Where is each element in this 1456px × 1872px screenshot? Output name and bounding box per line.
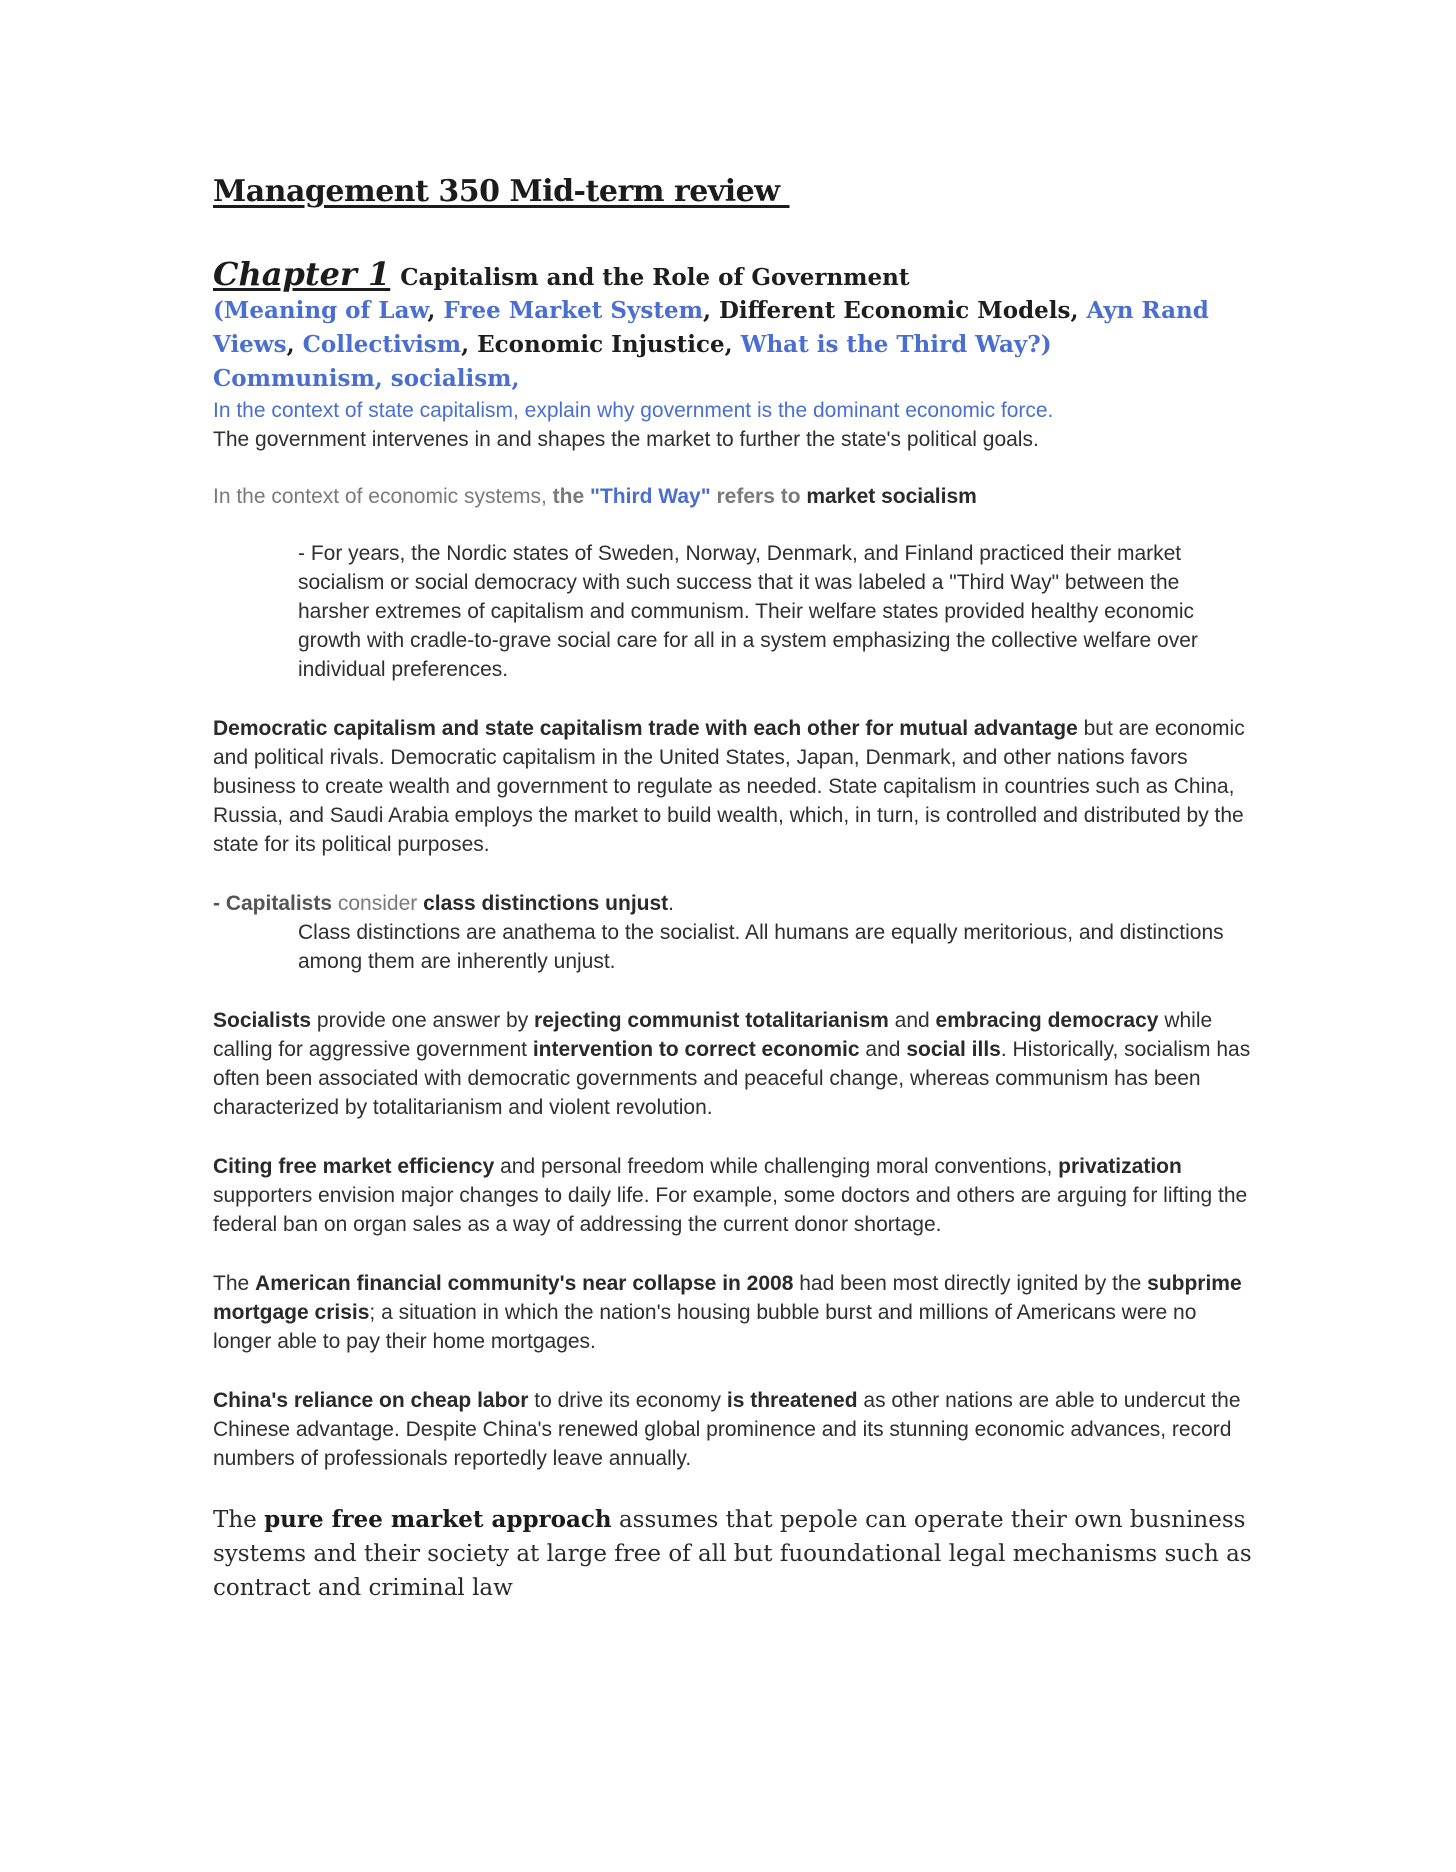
state-capitalism-answer: The government intervenes in and shapes the market to further the state's political goals. [213, 428, 1039, 451]
free-market-paragraph [213, 1503, 1253, 1605]
chapter-topics: (Meaning of Law, Free Market System, Different Economic Models, Ayn Rand Views, Collectivism, Economic Injustice, What is the Third Way?) Communism, socialism, [213, 297, 1209, 392]
topic-open-paren: ( [213, 297, 224, 324]
class-bold-tail: class distinctions unjust [423, 892, 669, 915]
socialists-b4: intervention to correct economic [532, 1038, 860, 1061]
topic-different-economic-models: Different Economic Models [718, 297, 1071, 324]
class-distinctions-line [213, 889, 1253, 918]
financial-b1: American financial community's near collapse in 2008 [255, 1272, 794, 1295]
china-t2: as other nations are able to undercut the Chinese advantage. Despite China's renewed global prominence and its stunning economic advances, record numbers of professionals reportedly leave annually. [213, 1389, 1241, 1470]
third-way-quote: - For years, the Nordic states of Sweden, Norway, Denmark, and Finland practiced their market socialism or social democracy with such success that it was labeled a "Third Way" between the harsher extremes of capitalism and communism. Their welfare states provided healthy economic growth with cradle-to-grave social care for all in a system emphasizing the collective welfare over individual preferences. [298, 542, 1198, 681]
privatization-t1: and personal freedom while challenging moral conventions, [500, 1155, 1053, 1178]
socialists-b5: social ills [906, 1038, 1001, 1061]
topic-free-market-system: Free Market System [443, 297, 703, 324]
third-way-statement [213, 482, 1253, 511]
socialists-b2: rejecting communist totalitarianism [534, 1009, 889, 1032]
third-way-bold-the: the [552, 485, 585, 508]
socialists-t2: and [894, 1009, 930, 1032]
free-market-t0: The [213, 1507, 257, 1533]
socialists-b1: Socialists [213, 1009, 312, 1032]
class-capitalists: - Capitalists [213, 892, 333, 915]
free-market-b1: pure free market approach [264, 1506, 612, 1533]
financial-t2: ; a situation in which the nation's housing bubble burst and millions of Americans were no longer able to pay their home mortgages. [213, 1301, 1197, 1353]
topic-meaning-of-law: Meaning of Law [223, 297, 428, 324]
state-capitalism-question: In the context of state capitalism, explain why government is the dominant economic force. [213, 399, 1054, 422]
china-b1: China's reliance on cheap labor [213, 1389, 529, 1412]
document-title: Management 350 Mid-term review [213, 174, 790, 209]
china-paragraph [213, 1386, 1253, 1473]
topic-economic-injustice: Economic Injustice [477, 331, 725, 358]
document-page [213, 170, 1253, 1605]
third-way-lead: In the context of economic systems, [213, 485, 547, 508]
third-way-answer: market socialism [806, 485, 977, 508]
chapter-title: Capitalism and the Role of Government [400, 264, 910, 291]
topic-third-way: What is the Third Way?) [740, 331, 1052, 358]
financial-t1: had been most directly ignited by the [799, 1272, 1142, 1295]
socialists-paragraph [213, 1006, 1253, 1122]
financial-b2: subprime mortgage crisis [213, 1272, 1242, 1324]
privatization-b1: Citing free market efficiency [213, 1155, 495, 1178]
topic-communism-socialism: Communism, socialism, [213, 365, 520, 392]
socialists-t5: . Historically, socialism has often been associated with democratic governments and peaceful change, whereas communism has been characterized by totalitarianism and violent revolution. [213, 1038, 1251, 1119]
topic-collectivism: Collectivism [302, 331, 462, 358]
socialists-t4: and [865, 1038, 901, 1061]
third-way-bold-refers: refers to [716, 485, 801, 508]
democratic-capitalism-paragraph [213, 714, 1253, 859]
financial-t0: The [213, 1272, 250, 1295]
china-t1: to drive its economy [534, 1389, 722, 1412]
free-market-t1: assumes that pepole can operate their own busniness systems and their society at large free of all but fuoundational legal mechanisms such as contract and criminal law [213, 1507, 1252, 1601]
privatization-t2: supporters envision major changes to daily life. For example, some doctors and others are arguing for lifting the federal ban on organ sales as a way of addressing the current donor shortage. [213, 1184, 1248, 1236]
democratic-capitalism-rest: but are economic and political rivals. Democratic capitalism in the United States, Japan, Denmark, and other nations favors business to create wealth and government to regulate as needed. State capitalism in countries such as China, Russia, and Saudi Arabia employs the market to build wealth, which, in turn, is controlled and distributed by the state for its political purposes. [213, 717, 1245, 856]
third-way-quoted: "Third Way" [590, 485, 711, 508]
class-consider: consider [337, 892, 418, 915]
class-distinctions-explanation: Class distinctions are anathema to the socialist. All humans are equally meritorious, and distinctions among them are inherently unjust. [298, 921, 1224, 973]
class-period: . [668, 892, 675, 915]
china-b2: is threatened [726, 1389, 858, 1412]
socialists-b3: embracing democracy [935, 1009, 1159, 1032]
privatization-paragraph [213, 1152, 1253, 1239]
privatization-b2: privatization [1058, 1155, 1182, 1178]
chapter-heading [213, 254, 1253, 294]
topic-ayn-rand-views: Ayn Rand Views [213, 297, 1209, 358]
democratic-capitalism-bold: Democratic capitalism and state capitalism trade with each other for mutual advantage [213, 717, 1078, 740]
socialists-t3: while calling for aggressive government [213, 1009, 1213, 1061]
chapter-label: Chapter 1 [213, 255, 391, 293]
socialists-t1: provide one answer by [316, 1009, 529, 1032]
financial-crisis-paragraph [213, 1269, 1253, 1356]
